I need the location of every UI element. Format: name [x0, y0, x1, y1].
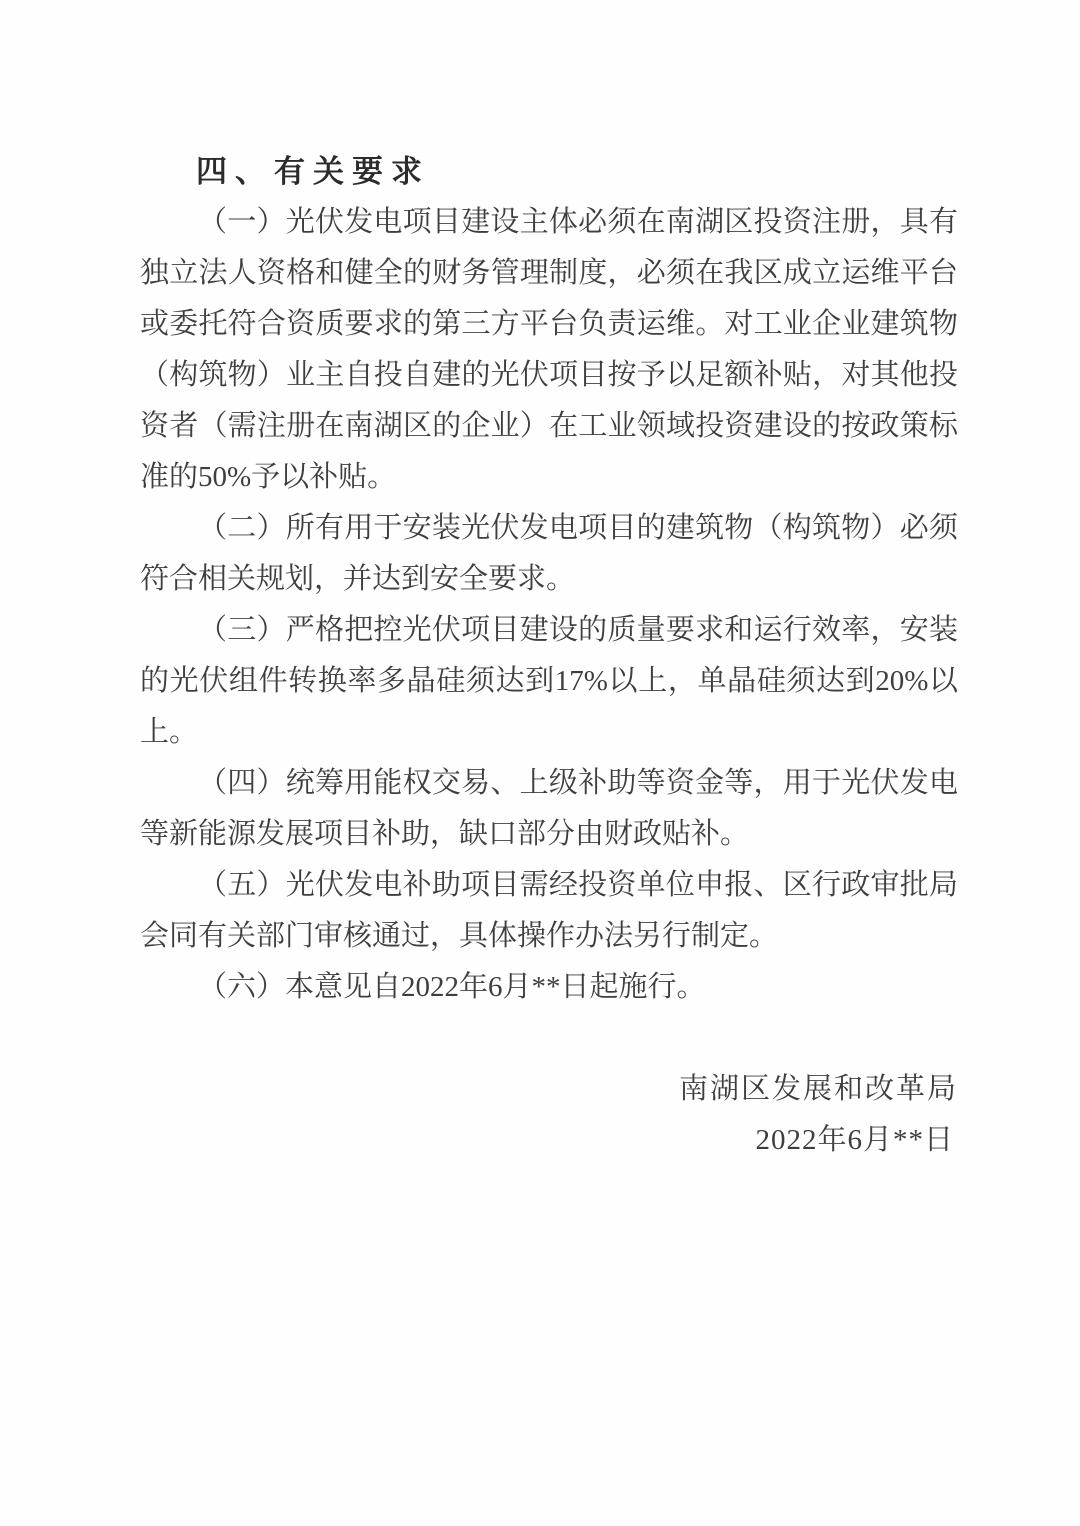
signature-agency: 南湖区发展和改革局: [678, 1073, 958, 1105]
signature-date: 2022年6月**日: [755, 1124, 954, 1156]
paragraph-item-5: （五）光伏发电补助项目需经投资单位申报、区行政审批局会同有关部门审核通过，具体操作办法另行制定。: [140, 869, 958, 952]
paragraph-item-2: （二）所有用于安装光伏发电项目的建筑物（构筑物）必须符合相关规划，并达到安全要求。: [140, 512, 958, 595]
paragraph-item-4: （四）统筹用能权交易、上级补助等资金等，用于光伏发电等新能源发展项目补助，缺口部分由财政贴补。: [140, 767, 958, 850]
paragraph-item-1: （一）光伏发电项目建设主体必须在南湖区投资注册，具有独立法人资格和健全的财务管理制度，必须在我区成立运维平台或委托符合资质要求的第三方平台负责运维。对工业企业建筑物（构筑物）业主自投自建的光伏项目按予以足额补贴，对其他投资者（需注册在南湖区的企业）在工业领域投资建设的按政策标准的50%予以补贴。: [140, 206, 958, 493]
paragraph-item-6: （六）本意见自2022年6月**日起施行。: [198, 971, 706, 1003]
section-heading: 四、有关要求: [196, 154, 430, 189]
paragraph-item-3: （三）严格把控光伏项目建设的质量要求和运行效率，安装的光伏组件转换率多晶硅须达到17%以上，单晶硅须达到20%以上。: [140, 614, 958, 748]
